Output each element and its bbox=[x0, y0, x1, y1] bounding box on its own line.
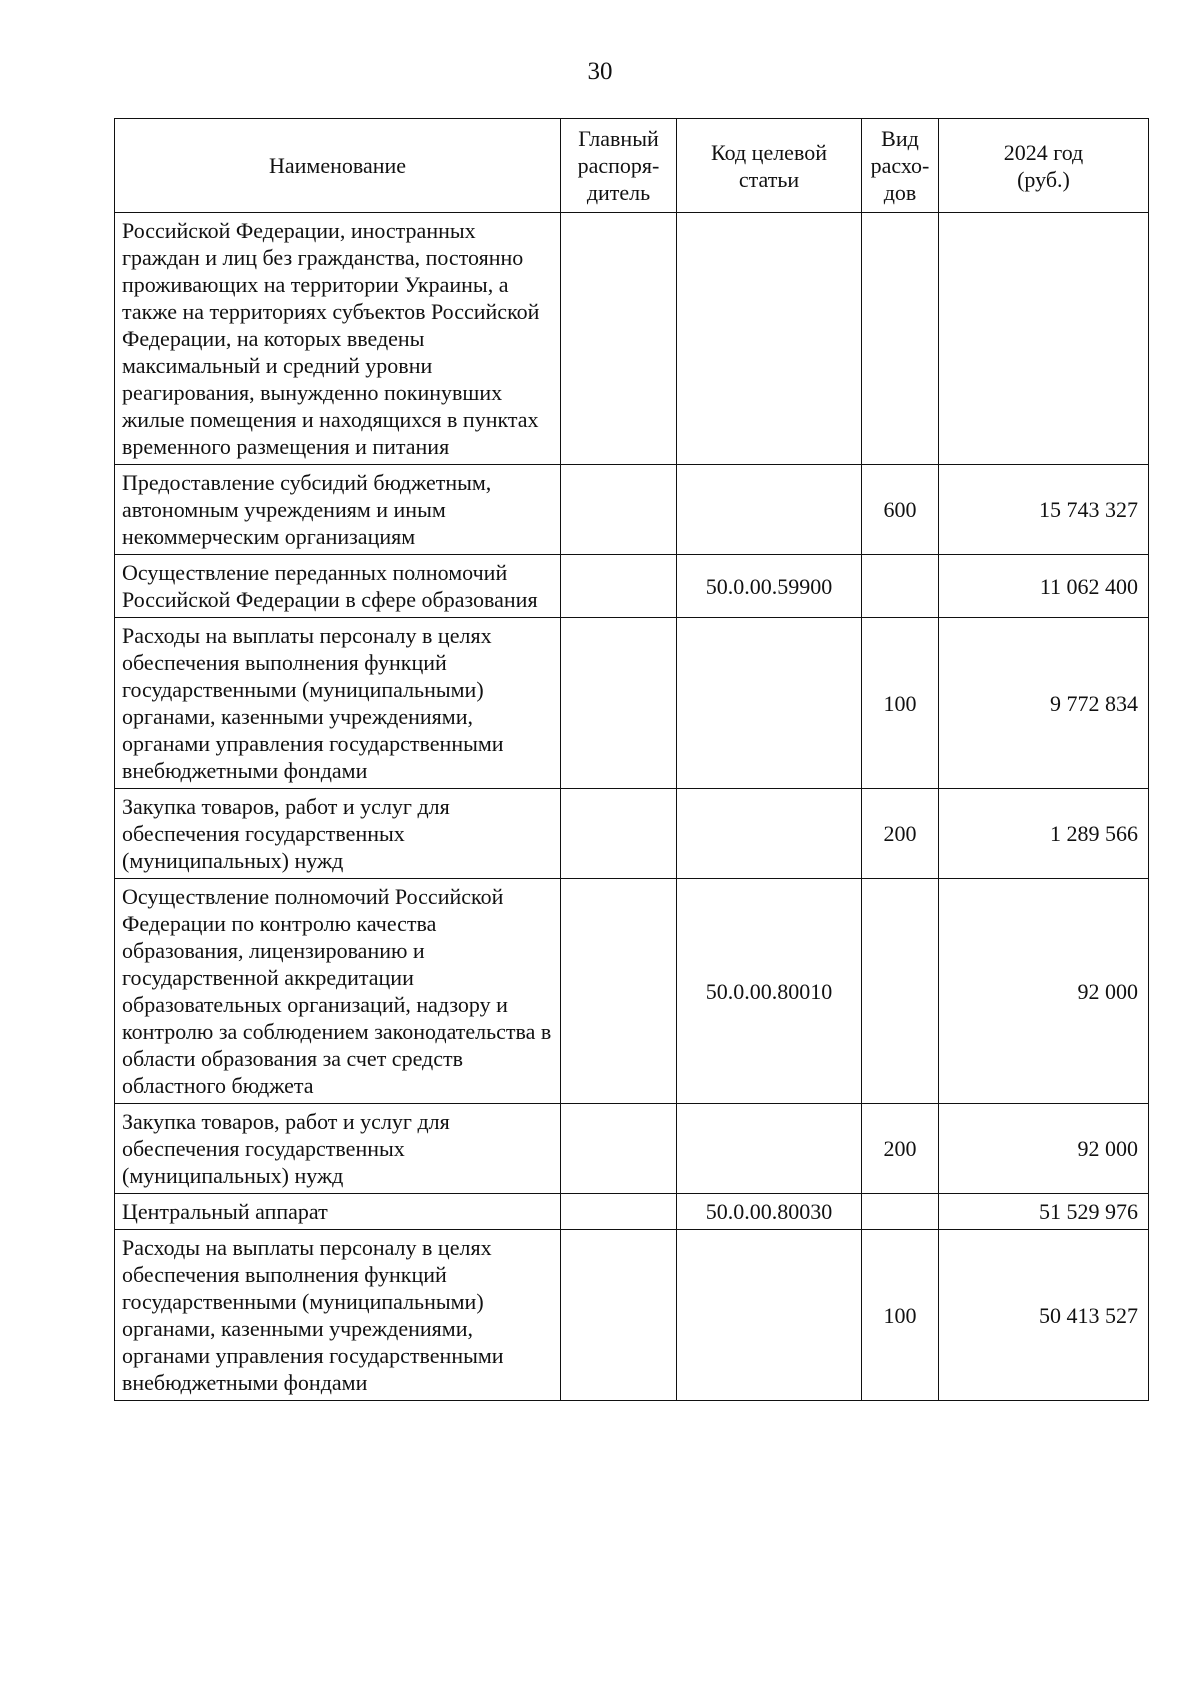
row-amount: 50 413 527 bbox=[939, 1230, 1149, 1401]
row-amount: 92 000 bbox=[939, 879, 1149, 1104]
row-amount: 51 529 976 bbox=[939, 1194, 1149, 1230]
row-amount: 92 000 bbox=[939, 1104, 1149, 1194]
table-row bbox=[115, 1194, 1149, 1230]
row-kind: 200 bbox=[862, 1104, 939, 1194]
table-row bbox=[115, 1104, 1149, 1194]
table-header-row bbox=[115, 119, 1149, 213]
row-name: Закупка товаров, работ и услуг для обеспечения государственных (муниципальных) нужд bbox=[115, 1104, 561, 1194]
row-chief bbox=[561, 1104, 677, 1194]
row-kind bbox=[862, 1194, 939, 1230]
row-kind bbox=[862, 555, 939, 618]
row-code bbox=[677, 789, 862, 879]
row-name: Российской Федерации, иностранных граждан и лиц без гражданства, постоянно проживающих на территории Украины, а также на территориях субъектов Российской Федерации, на которых введены максимальный и средний уровни реагирования, вынужденно покинувших жилые помещения и находящихся в пунктах временного размещения и питания bbox=[115, 213, 561, 465]
row-kind bbox=[862, 213, 939, 465]
row-code bbox=[677, 618, 862, 789]
row-chief bbox=[561, 555, 677, 618]
row-chief bbox=[561, 1194, 677, 1230]
header-expense-kind: Вид расхо- дов bbox=[862, 119, 939, 213]
row-kind: 100 bbox=[862, 1230, 939, 1401]
budget-table bbox=[114, 118, 1149, 1401]
row-code bbox=[677, 1104, 862, 1194]
row-name: Предоставление субсидий бюджетным, автономным учреждениям и иным некоммерческим организациям bbox=[115, 465, 561, 555]
row-name: Закупка товаров, работ и услуг для обеспечения государственных (муниципальных) нужд bbox=[115, 789, 561, 879]
header-target-code: Код целевой статьи bbox=[677, 119, 862, 213]
row-chief bbox=[561, 879, 677, 1104]
row-chief bbox=[561, 465, 677, 555]
row-name: Расходы на выплаты персоналу в целях обеспечения выполнения функций государственными (муниципальными) органами, казенными учреждениями, органами управления государственными внебюджетными фондами bbox=[115, 618, 561, 789]
row-code bbox=[677, 1230, 862, 1401]
row-kind: 200 bbox=[862, 789, 939, 879]
row-kind: 100 bbox=[862, 618, 939, 789]
page-number: 30 bbox=[587, 58, 613, 85]
header-amount-2024: 2024 год (руб.) bbox=[939, 119, 1149, 213]
row-chief bbox=[561, 213, 677, 465]
row-amount: 9 772 834 bbox=[939, 618, 1149, 789]
row-code: 50.0.00.59900 bbox=[677, 555, 862, 618]
header-name: Наименование bbox=[115, 119, 561, 213]
table-row bbox=[115, 465, 1149, 555]
row-code bbox=[677, 465, 862, 555]
row-chief bbox=[561, 1230, 677, 1401]
row-code bbox=[677, 213, 862, 465]
table-row bbox=[115, 213, 1149, 465]
row-name: Осуществление полномочий Российской Федерации по контролю качества образования, лицензированию и государственной аккредитации образовательных организаций, надзору и контролю за соблюдением законодательства в области образования за счет средств областного бюджета bbox=[115, 879, 561, 1104]
table-row bbox=[115, 555, 1149, 618]
table-row bbox=[115, 618, 1149, 789]
table-row bbox=[115, 879, 1149, 1104]
row-amount: 11 062 400 bbox=[939, 555, 1149, 618]
header-chief-manager: Главный распоря- дитель bbox=[561, 119, 677, 213]
row-code: 50.0.00.80010 bbox=[677, 879, 862, 1104]
row-amount: 15 743 327 bbox=[939, 465, 1149, 555]
row-kind bbox=[862, 879, 939, 1104]
row-amount: 1 289 566 bbox=[939, 789, 1149, 879]
row-chief bbox=[561, 618, 677, 789]
row-code: 50.0.00.80030 bbox=[677, 1194, 862, 1230]
table-row bbox=[115, 1230, 1149, 1401]
row-kind: 600 bbox=[862, 465, 939, 555]
row-name: Осуществление переданных полномочий Российской Федерации в сфере образования bbox=[115, 555, 561, 618]
table-row bbox=[115, 789, 1149, 879]
row-name: Расходы на выплаты персоналу в целях обеспечения выполнения функций государственными (муниципальными) органами, казенными учреждениями, органами управления государственными внебюджетными фондами bbox=[115, 1230, 561, 1401]
row-name: Центральный аппарат bbox=[115, 1194, 561, 1230]
row-amount bbox=[939, 213, 1149, 465]
row-chief bbox=[561, 789, 677, 879]
